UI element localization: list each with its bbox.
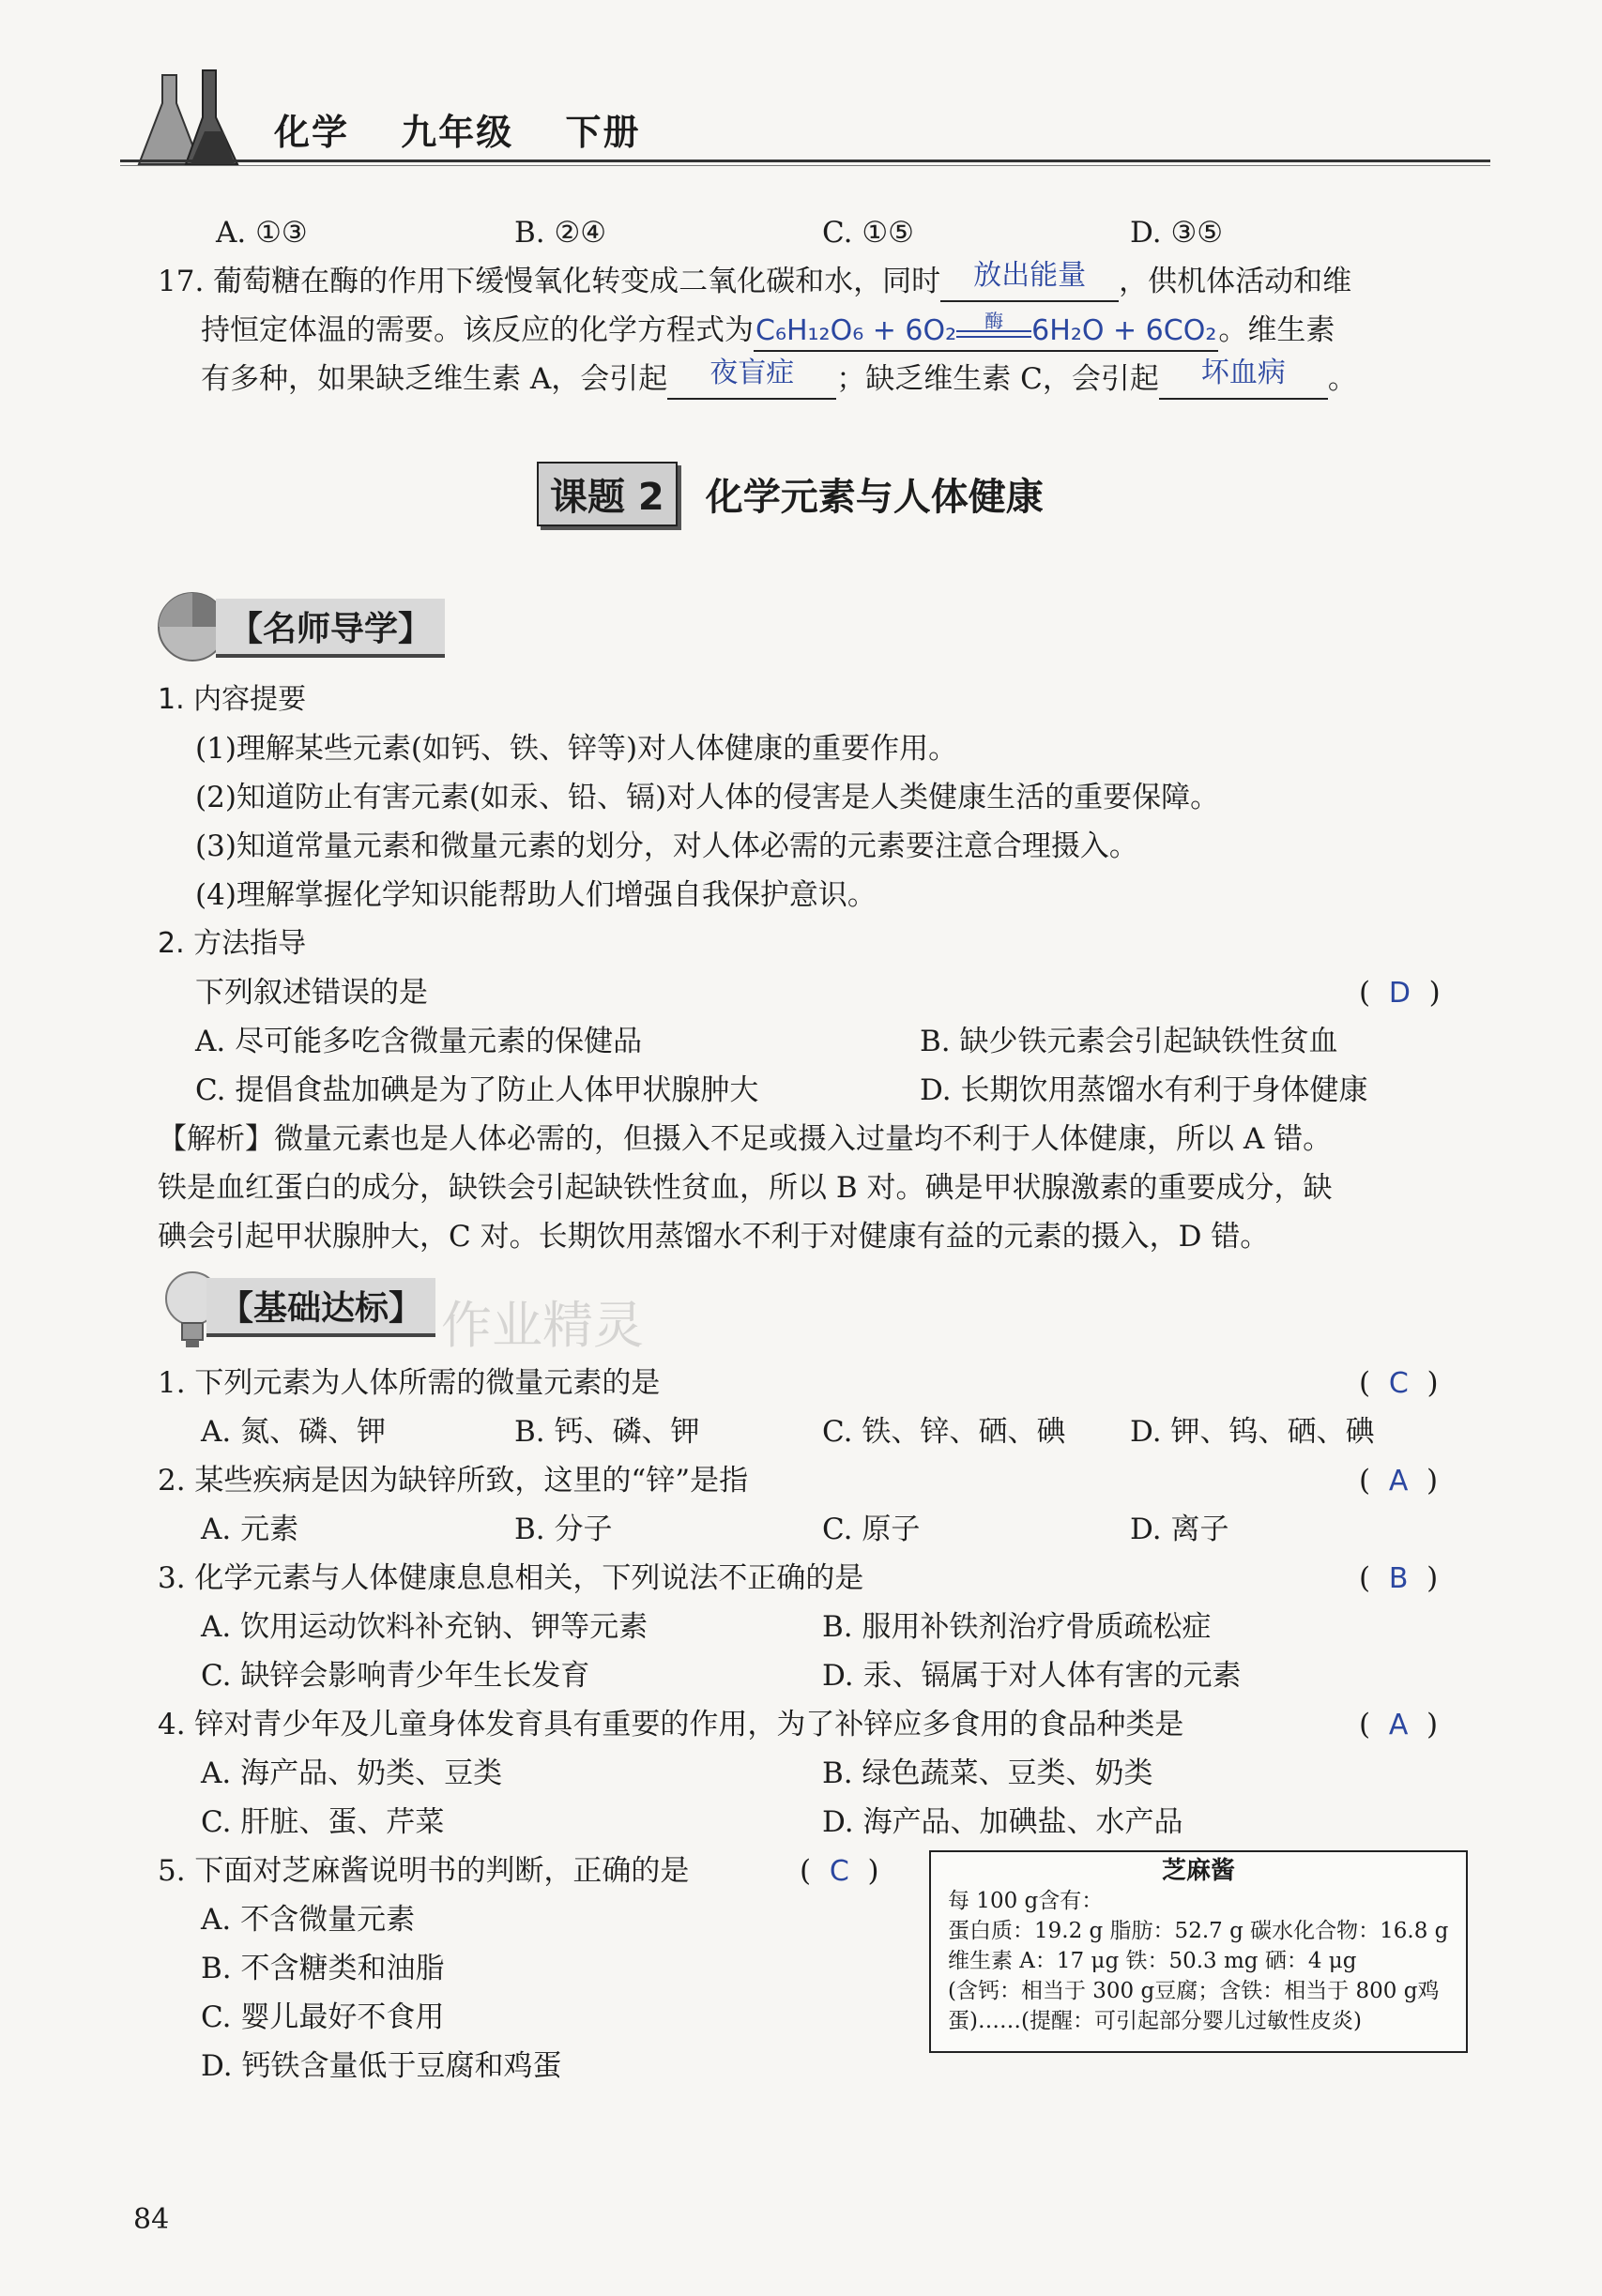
header-rule-thin xyxy=(120,165,1490,166)
q3-answer-paren: ( B ) xyxy=(1359,1561,1439,1595)
q2-answer: A xyxy=(1388,1465,1409,1498)
top-option-b: B. ②④ xyxy=(514,216,607,250)
q5-answer: C xyxy=(829,1855,849,1888)
q17-answer2: 夜盲症 xyxy=(709,357,795,389)
q2-option-c: C. 原子 xyxy=(822,1513,921,1546)
q3-stem: 3. 化学元素与人体健康息息相关，下列说法不正确的是 xyxy=(158,1561,864,1595)
q3-answer: B xyxy=(1388,1562,1409,1595)
banner-mingshi: 【名师导学】 xyxy=(216,599,445,658)
analysis-line-3: 碘会引起甲状腺肿大，C 对。长期饮用蒸馏水不利于对健康有益的元素的摄入，D 错。 xyxy=(158,1220,1270,1254)
q5-option-b: B. 不含糖类和油脂 xyxy=(201,1952,445,1985)
example-option-b: B. 缺少铁元素会引起缺铁性贫血 xyxy=(920,1025,1338,1058)
banner-jichu: 【基础达标】 xyxy=(206,1278,435,1337)
header-volume: 下册 xyxy=(565,111,641,153)
nutrition-line: 蛋)……(提醒：可引起部分婴儿过敏性皮炎) xyxy=(948,2009,1362,2033)
q5-option-c: C. 婴儿最好不食用 xyxy=(201,2000,445,2034)
flask-icon xyxy=(120,66,261,169)
q3-option-b: B. 服用补铁剂治疗骨质疏松症 xyxy=(822,1610,1212,1644)
q5-option-d: D. 钙铁含量低于豆腐和鸡蛋 xyxy=(201,2049,562,2083)
example-answer: D xyxy=(1388,977,1411,1010)
top-option-d: D. ③⑤ xyxy=(1130,216,1224,250)
example-question: 下列叙述错误的是 xyxy=(195,976,428,1010)
example-answer-paren: ( D ) xyxy=(1359,976,1441,1010)
q2-option-a: A. 元素 xyxy=(201,1513,299,1546)
q4-option-d: D. 海产品、加碘盐、水产品 xyxy=(822,1805,1183,1839)
content-item-1: (1)理解某些元素(如钙、铁、锌等)对人体健康的重要作用。 xyxy=(195,732,958,766)
example-option-d: D. 长期饮用蒸馏水有利于身体健康 xyxy=(920,1073,1368,1107)
q1-answer-paren: ( C ) xyxy=(1359,1366,1439,1400)
q1-option-b: B. 钙、磷、钾 xyxy=(514,1415,700,1449)
content-item-3: (3)知道常量元素和微量元素的划分，对人体必需的元素要注意合理摄入。 xyxy=(195,829,1138,863)
q1-option-d: D. 钾、钨、硒、碘 xyxy=(1130,1415,1375,1449)
section-label: 课题 2 xyxy=(537,462,678,526)
q1-option-a: A. 氮、磷、钾 xyxy=(201,1415,387,1449)
section-title xyxy=(537,462,1044,526)
nutrition-label-box xyxy=(929,1850,1468,2053)
q4-answer: A xyxy=(1388,1709,1409,1741)
q1-answer: C xyxy=(1388,1367,1409,1400)
q17-equation: C₆H₁₂O₆ + 6O₂ 酶 6H₂O + 6CO₂ xyxy=(754,312,1218,352)
q5-stem: 5. 下面对芝麻酱说明书的判断，正确的是 xyxy=(158,1854,690,1888)
q4-stem: 4. 锌对青少年及儿童身体发育具有重要的作用，为了补锌应多食用的食品种类是 xyxy=(158,1708,1184,1741)
q4-option-c: C. 肝脏、蛋、芹菜 xyxy=(201,1805,445,1839)
q2-answer-paren: ( A ) xyxy=(1359,1464,1439,1498)
example-option-c: C. 提倡食盐加碘是为了防止人体甲状腺肿大 xyxy=(195,1073,759,1107)
nutrition-line: 维生素 A：17 μg 铁：50.3 mg 硒：4 μg xyxy=(948,1949,1357,1973)
header-subject: 化学 xyxy=(274,111,350,153)
q17-blank2[interactable] xyxy=(667,357,836,400)
q5-option-a: A. 不含微量元素 xyxy=(201,1903,416,1937)
q17-answer1: 放出能量 xyxy=(973,259,1087,292)
q17-answer3: 坏血病 xyxy=(1200,357,1286,389)
q5-answer-paren: ( C ) xyxy=(800,1854,879,1888)
top-option-c: C. ①⑤ xyxy=(822,216,914,250)
nutrition-line: 蛋白质：19.2 g 脂肪：52.7 g 碳水化合物：16.8 g xyxy=(948,1919,1449,1943)
q4-answer-paren: ( A ) xyxy=(1359,1708,1439,1741)
page-number: 84 xyxy=(133,2203,170,2236)
q3-option-d: D. 汞、镉属于对人体有害的元素 xyxy=(822,1659,1242,1693)
q1-stem: 1. 下列元素为人体所需的微量元素的是 xyxy=(158,1366,661,1400)
q3-option-c: C. 缺锌会影响青少年生长发育 xyxy=(201,1659,590,1693)
q2-option-d: D. 离子 xyxy=(1130,1513,1229,1546)
analysis-line-2: 铁是血红蛋白的成分，缺铁会引起缺铁性贫血，所以 B 对。碘是甲状腺激素的重要成分，缺 xyxy=(158,1171,1333,1205)
example-option-a: A. 尽可能多吃含微量元素的保健品 xyxy=(195,1025,643,1058)
q4-option-b: B. 绿色蔬菜、豆类、奶类 xyxy=(822,1756,1153,1790)
nutrition-line: (含钙：相当于 300 g豆腐；含铁：相当于 800 g鸡 xyxy=(948,1979,1440,2003)
q2-option-b: B. 分子 xyxy=(514,1513,613,1546)
q3-option-a: A. 饮用运动饮料补充钠、钾等元素 xyxy=(201,1610,648,1644)
q17-line2: 持恒定体温的需要。该反应的化学方程式为C₆H₁₂O₆ + 6O₂ 酶 6H₂O + 6CO₂。维生素 xyxy=(201,312,1335,352)
watermark: 作业精灵 xyxy=(441,1296,644,1355)
q17-blank3[interactable] xyxy=(1159,357,1328,400)
q17-blank1[interactable] xyxy=(940,259,1119,302)
q2-stem: 2. 某些疾病是因为缺锌所致，这里的“锌”是指 xyxy=(158,1464,749,1498)
nutrition-line: 每 100 g含有： xyxy=(948,1889,1104,1913)
analysis-line-1: 【解析】微量元素也是人体必需的，但摄入不足或摄入过量均不利于人体健康，所以 A 错。 xyxy=(158,1122,1333,1156)
q17-line3: 有多种，如果缺乏维生素 A，会引起 夜盲症 ；缺乏维生素 C，会引起 坏血病 。 xyxy=(201,360,1357,400)
q1-option-c: C. 铁、锌、硒、碘 xyxy=(822,1415,1066,1449)
header-rule xyxy=(120,160,1490,162)
content-heading-1: 1. 内容提要 xyxy=(158,683,307,716)
content-item-2: (2)知道防止有害元素(如汞、铅、镉)对人体的侵害是人类健康生活的重要保障。 xyxy=(195,781,1220,814)
q17-line1: 17. 葡萄糖在酶的作用下缓慢氧化转变成二氧化碳和水，同时 放出能量 ，供机体活动和维 xyxy=(158,263,1351,302)
nutrition-title: 芝麻酱 xyxy=(1161,1857,1235,1885)
header-grade: 九年级 xyxy=(401,111,514,153)
q4-option-a: A. 海产品、奶类、豆类 xyxy=(201,1756,503,1790)
section-heading: 化学元素与人体健康 xyxy=(705,476,1044,519)
header-title xyxy=(274,103,679,155)
top-option-a: A. ①③ xyxy=(216,216,308,250)
content-heading-2: 2. 方法指导 xyxy=(158,927,307,960)
content-item-4: (4)理解掌握化学知识能帮助人们增强自我保护意识。 xyxy=(195,878,877,912)
